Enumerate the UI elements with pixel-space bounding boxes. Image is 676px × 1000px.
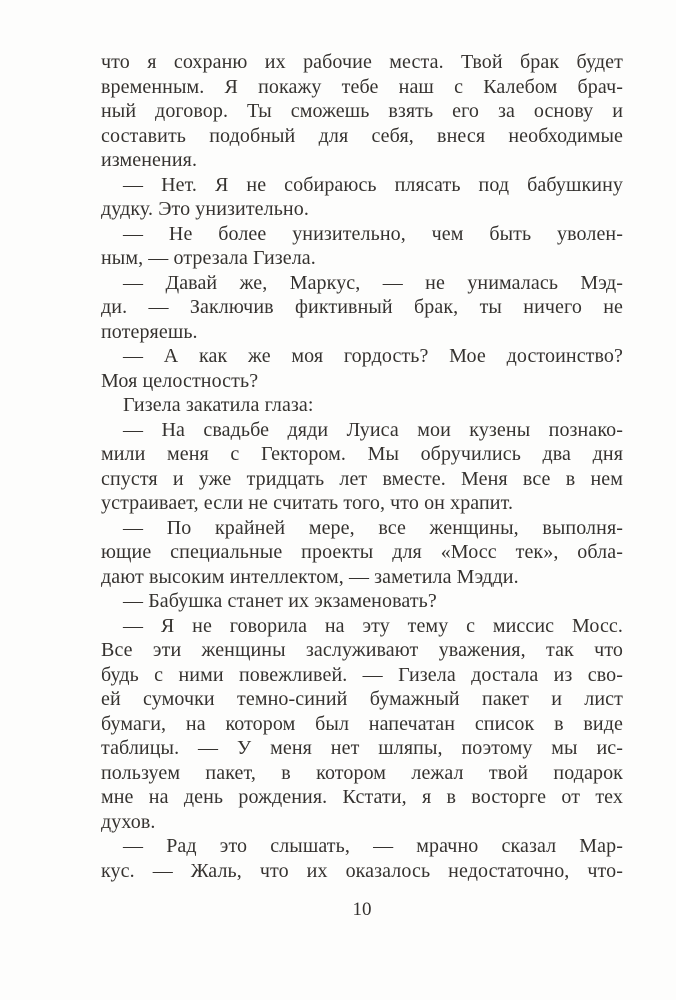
text-line: изменения. <box>101 149 198 171</box>
text-line: ющие специальные проекты для «Мосс тек», обла- <box>101 541 623 563</box>
text-line: пользуем пакет, в котором лежал твой подарок <box>101 761 623 784</box>
text-line: Моя целостность? <box>101 369 259 392</box>
text-line: — Не более унизительно, чем быть уволен- <box>123 222 623 245</box>
text-line: Гизела закатила глаза: <box>123 394 314 416</box>
text-line: кус. — Жаль, что их оказалось недостаточно, что- <box>101 859 623 882</box>
text-line: составить подобный для себя, внеся необходимые <box>101 124 623 147</box>
text-line: Все эти женщины заслуживают уважения, так что <box>101 639 623 661</box>
text-line: дают высоким интеллектом, — заметила Мэдди. <box>101 565 519 588</box>
text-line: устраивает, если не считать того, что он храпит. <box>101 492 514 514</box>
text-line: — Бабушка станет их экзаменовать? <box>123 590 437 612</box>
text-line: ди. — Заключив фиктивный брак, ты ничего не <box>101 296 623 318</box>
text-line: — Рад это слышать, — мрачно сказал Мар- <box>123 835 623 857</box>
text-line: ным, — отрезала Гизела. <box>101 247 316 269</box>
text-line: ный договор. Ты сможешь взять его за основу и <box>101 100 623 122</box>
text-line: ей сумочки темно-синий бумажный пакет и лист <box>101 688 623 710</box>
text-line: мне на день рождения. Кстати, я в восторге от тех <box>101 786 623 808</box>
text-line: бумаги, на котором был напечатан список в виде <box>101 712 623 735</box>
text-line: — Нет. Я не собираюсь плясать под бабушкину <box>123 173 623 196</box>
text-line: дудку. Это унизительно. <box>101 198 309 220</box>
text-line: спустя и уже тридцать лет вместе. Меня все в нем <box>101 467 623 490</box>
text-block <box>101 50 623 883</box>
text-line: потеряешь. <box>101 320 198 343</box>
text-line: таблицы. — У меня нет шляпы, поэтому мы ис- <box>101 737 623 759</box>
text-line: — А как же моя гордость? Мое достоинство? <box>123 345 623 367</box>
text-line: будь с ними повежливей. — Гизела достала из сво- <box>101 663 623 686</box>
text-line: что я сохраню их рабочие места. Твой брак будет <box>101 51 623 73</box>
text-line: — Я не говорила на эту тему с миссис Мосс. <box>123 614 623 637</box>
text-line: — По крайней мере, все женщины, выполня- <box>123 516 623 539</box>
text-line: — На свадьбе дяди Луиса мои кузены познако- <box>123 418 623 441</box>
text-line: духов. <box>101 810 156 833</box>
text-line: — Давай же, Маркус, — не унималась Мэд- <box>123 271 623 294</box>
text-line: мили меня с Гектором. Мы обручились два дня <box>101 443 623 465</box>
text-line: временным. Я покажу тебе наш с Калебом брач- <box>101 75 623 98</box>
page-number: 10 <box>352 899 372 920</box>
